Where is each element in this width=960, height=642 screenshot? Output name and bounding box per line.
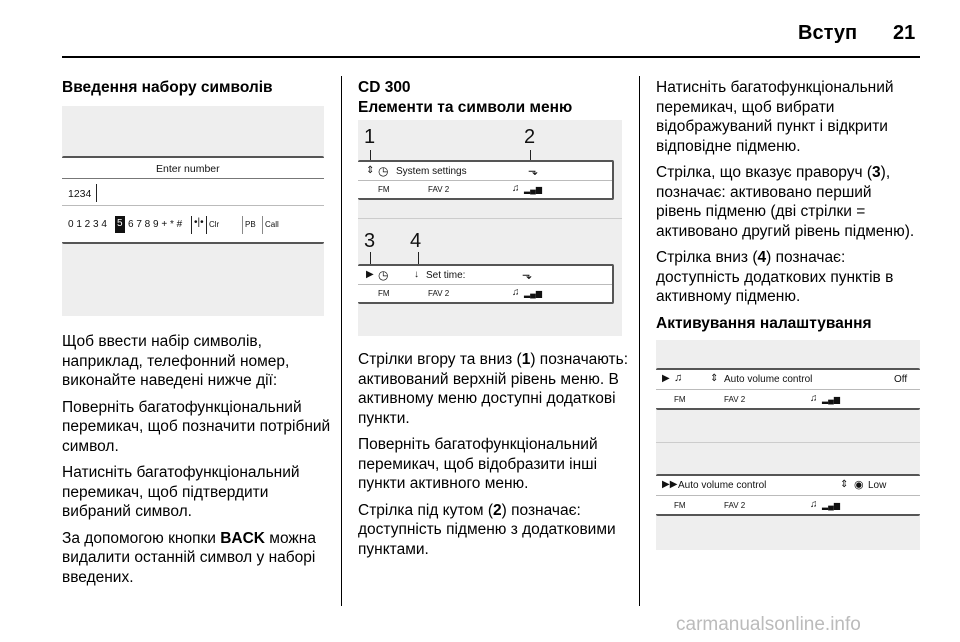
text-span: ) позначає: доступність додаткових пунктів в активному підменю.: [656, 249, 894, 305]
menu-screen-1: [358, 160, 614, 200]
column-divider-1: [341, 76, 342, 606]
paragraph: [62, 529, 332, 588]
cursor-divider-2: [206, 216, 207, 234]
screen-title: Enter number: [156, 163, 220, 175]
left-text: [62, 332, 332, 594]
music-note-icon: ♫: [674, 372, 683, 384]
ref-number: 4: [757, 249, 767, 266]
phonebook-key: PB: [245, 220, 256, 229]
text-span: можна видалити останній символ у наборі введених.: [62, 529, 316, 586]
ref-number: 2: [493, 501, 502, 519]
paragraph: [358, 350, 634, 428]
signal-icon: ▂▄▆: [524, 185, 542, 194]
text-cursor: [96, 184, 97, 202]
music-note-icon: ♫: [512, 183, 520, 194]
arrow-up-down-icon: ⇕: [840, 479, 849, 490]
menu-screen-2: [358, 264, 614, 304]
paragraph: [656, 163, 918, 241]
auto-volume-figure: [656, 340, 920, 550]
setting-title: Auto volume control: [678, 480, 767, 491]
preset-label: FAV 2: [724, 501, 746, 510]
paragraph: [358, 501, 634, 560]
digit-row-start: 0 1 2 3 4: [68, 219, 107, 230]
auto-volume-screen-1: [656, 368, 920, 410]
page-number: 21: [893, 22, 916, 44]
band-label: FM: [674, 501, 686, 510]
setting-title: Auto volume control: [724, 374, 813, 385]
call-key: Call: [265, 220, 279, 229]
section-heading: Активування налаштування: [656, 314, 872, 332]
clear-key: Clr: [209, 220, 220, 229]
auto-volume-screen-2: [656, 474, 920, 516]
band-label: FM: [378, 289, 390, 298]
page-header: [0, 0, 960, 60]
arrow-up-down-icon: ⇕: [366, 165, 375, 176]
digit-row-end: 6 7 8 9 + * #: [128, 219, 183, 230]
screen-title: System settings: [396, 166, 467, 177]
text-span: Стрілка, що вказує праворуч (: [656, 164, 873, 181]
text-span: За допомогою кнопки: [62, 529, 221, 547]
signal-icon: ▂▄▆: [524, 289, 542, 298]
paragraph: Поверніть багатофункціональний перемикач, щоб відобразити інші пункти активного меню.: [358, 436, 598, 492]
middle-column: [358, 78, 633, 117]
menu-symbols-figure: [358, 120, 622, 336]
music-note-icon: ♫: [810, 499, 818, 510]
section-heading: Елементи та символи меню: [358, 98, 573, 116]
text-span: Стрілка вниз (: [656, 249, 758, 266]
left-column: [62, 78, 332, 98]
cursor-divider: [191, 216, 192, 234]
callout-4: 4: [410, 230, 422, 252]
text-span: Стрілки вгору та вниз (: [358, 351, 522, 368]
setting-value: Low: [868, 480, 887, 491]
arrow-up-down-icon: ⇕: [710, 373, 719, 384]
ref-number: 1: [521, 351, 531, 368]
screen-title: Set time:: [426, 270, 466, 281]
figure-divider: [358, 218, 622, 219]
section-heading: Введення набору символів: [62, 79, 273, 96]
screen-separator: [358, 180, 612, 181]
signal-icon: ▂▄▆: [822, 395, 840, 404]
music-note-icon: ♫: [512, 287, 520, 298]
down-arrow-icon: ↓: [414, 269, 419, 280]
watermark: carmanualsonline.info: [676, 614, 861, 635]
text-span: Стрілка під кутом (: [358, 501, 494, 519]
clock-icon: ◷: [378, 268, 389, 282]
setting-value: Off: [894, 374, 908, 385]
figure-divider: [656, 442, 920, 443]
paragraph: Натисніть багатофункціональний перемикач, щоб підтвердити вибраний символ.: [62, 464, 300, 520]
screen-separator: [656, 495, 920, 496]
middle-text: [358, 350, 634, 566]
ref-number: 3: [872, 164, 881, 181]
screen-separator: [656, 389, 920, 390]
double-right-arrow-icon: ▶▶: [662, 479, 678, 490]
clock-icon: ◷: [378, 164, 389, 178]
text-span: ) позначає: доступність підменю з додатковими пунктами.: [358, 501, 616, 558]
band-label: FM: [674, 395, 686, 404]
enter-number-screen: [62, 156, 324, 244]
preset-label: FAV 2: [724, 395, 746, 404]
back-key-label: BACK: [220, 529, 265, 547]
preset-label: FAV 2: [428, 185, 450, 194]
text-span: ), позначає: активовано перший рівень підменю (дві стрілки = активовано другий рівень підменю).: [656, 164, 915, 240]
callout-2: 2: [524, 126, 536, 148]
key-divider-2: [262, 216, 263, 234]
paragraph: Поверніть багатофункціональний перемикач, щоб позначити потрібний символ.: [62, 398, 331, 455]
key-divider: [242, 216, 243, 234]
right-arrow-icon: ▶: [366, 269, 374, 280]
signal-icon: ▂▄▆: [822, 501, 840, 510]
preset-label: FAV 2: [428, 289, 450, 298]
right-column: [656, 78, 918, 333]
cursor-symbols: •|•: [194, 217, 204, 228]
header-rule: [62, 56, 920, 58]
paragraph: [656, 248, 918, 307]
radio-button-icon: ◉: [854, 479, 864, 491]
band-label: FM: [378, 185, 390, 194]
enter-number-figure: [62, 106, 324, 316]
music-note-icon: ♫: [810, 393, 818, 404]
right-arrow-icon: ▶: [662, 373, 670, 384]
page-title: Вступ: [798, 22, 858, 44]
selected-digit-box: [115, 216, 125, 233]
paragraph: Натисніть багатофункціональний перемикач, щоб вибрати відображуваний пункт і відкрити відповідне підменю.: [656, 79, 894, 155]
callout-1: 1: [364, 126, 376, 148]
text-span: ) позначають: активований верхній рівень меню. В активному меню доступні додаткові пункти.: [358, 351, 629, 427]
screen-separator: [358, 284, 612, 285]
column-divider-2: [639, 76, 640, 606]
paragraph: Щоб ввести набір символів, наприклад, телефонний номер, виконайте наведені нижче дії:: [62, 333, 290, 389]
screen-separator-2: [62, 205, 324, 206]
callout-3: 3: [364, 230, 376, 252]
selected-digit: 5: [117, 218, 123, 229]
angled-arrow-icon: ⬎: [528, 164, 539, 178]
angled-arrow-icon: ⬎: [522, 268, 533, 282]
entry-text: 1234: [68, 188, 92, 200]
model-heading: CD 300: [358, 79, 411, 96]
screen-separator: [62, 178, 324, 179]
